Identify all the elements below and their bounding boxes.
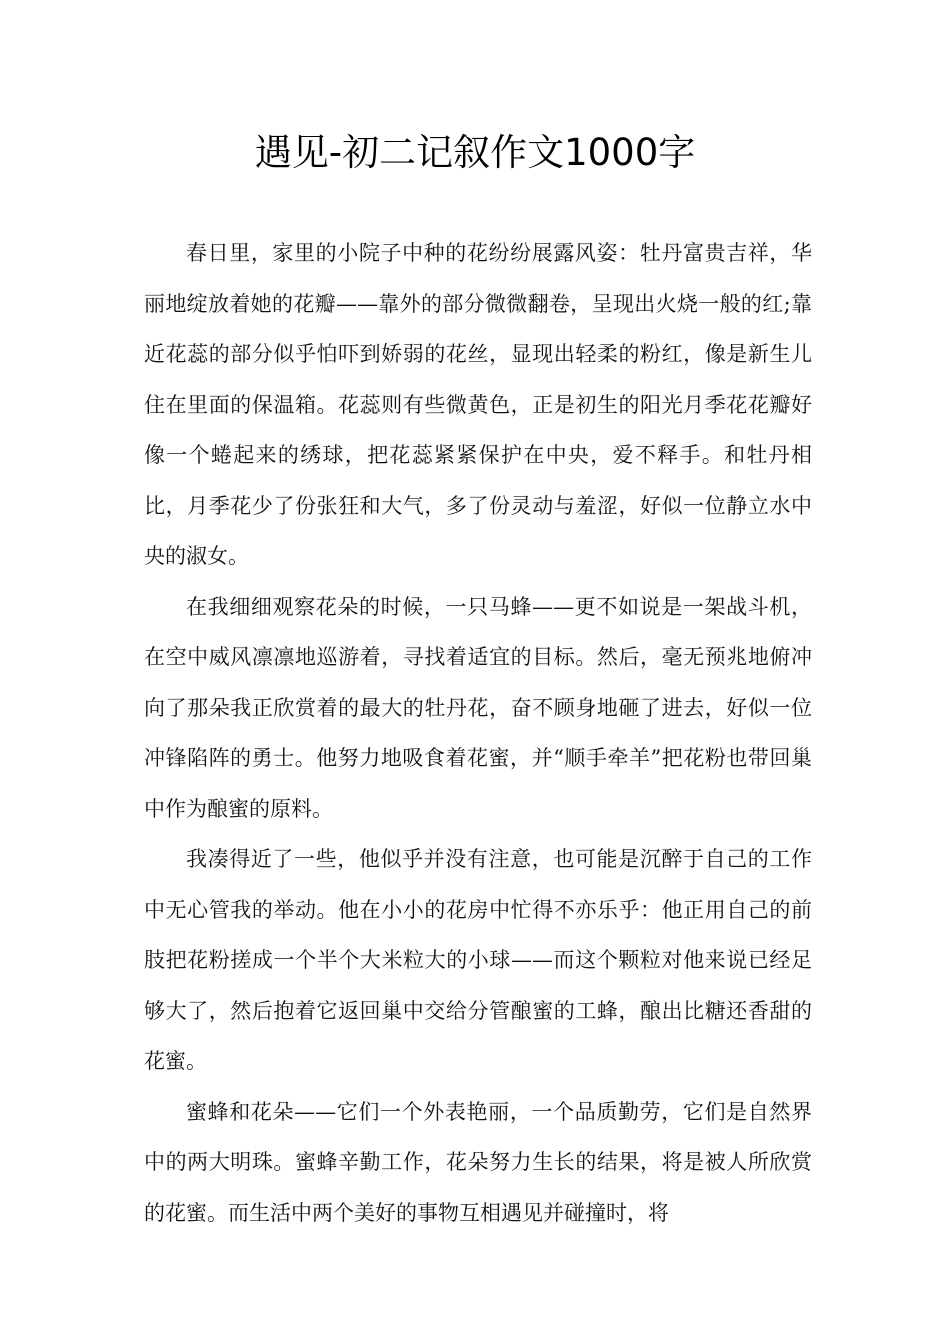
document-title: 遇见-初二记叙作文1000字 xyxy=(254,131,696,174)
document-body xyxy=(144,228,812,1238)
paragraph-3: 我凑得近了一些，他似乎并没有注意，也可能是沉醉于自己的工作中无心管我的举动。他在小小的花房中忙得不亦乐乎：他正用自己的前肢把花粉搓成一个半个大米粒大的小球——而这个颗粒对他来说已经足够大了，然后抱着它返回巢中交给分管酿蜜的工蜂，酿出比糖还香甜的花蜜。 xyxy=(144,847,812,1073)
paragraph-4: 蜜蜂和花朵——它们一个外表艳丽，一个品质勤劳，它们是自然界中的两大明珠。蜜蜂辛勤工作，花朵努力生长的结果，将是被人所欣赏的花蜜。而生活中两个美好的事物互相遇见并碰撞时，将 xyxy=(144,1099,812,1225)
paragraph-2: 在我细细观察花朵的时候，一只马蜂——更不如说是一架战斗机，在空中威风凛凛地巡游着，寻找着适宜的目标。然后，毫无预兆地俯冲向了那朵我正欣赏着的最大的牡丹花，奋不顾身地砸了进去，好似一位冲锋陷阵的勇士。他努力地吸食着花蜜，并“顺手牵羊”把花粉也带回巢中作为酿蜜的原料。 xyxy=(144,594,812,821)
paragraph-1: 春日里，家里的小院子中种的花纷纷展露风姿：牡丹富贵吉祥，华丽地绽放着她的花瓣——靠外的部分微微翻卷，呈现出火烧一般的红;靠近花蕊的部分似乎怕吓到娇弱的花丝，显现出轻柔的粉红，像是新生儿住在里面的保温箱。花蕊则有些微黄色，正是初生的阳光月季花花瓣好像一个蜷起来的绣球，把花蕊紧紧保护在中央，爱不释手。和牡丹相比，月季花少了份张狂和大气，多了份灵动与羞涩，好似一位静立水中央的淑女。 xyxy=(144,241,812,568)
